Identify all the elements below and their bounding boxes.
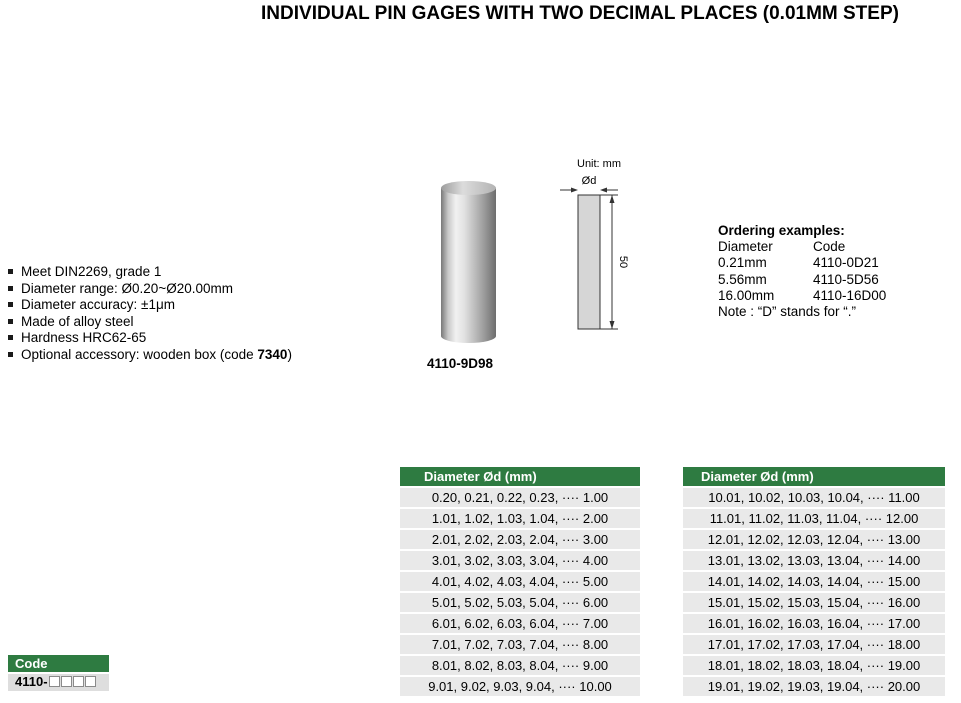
length-dimension-label: 50 [617,255,629,269]
feature-text: Diameter range: Ø0.20~Ø20.00mm [21,280,233,296]
bullet-square-icon [8,286,13,291]
ordering-diameter: 16.00mm [718,287,775,303]
table-header: Diameter Ød (mm) [683,467,945,486]
table-row: 9.01, 9.02, 9.03, 9.04, ···· 10.00 [400,677,640,696]
table-row: 7.01, 7.02, 7.03, 7.04, ···· 8.00 [400,635,640,654]
code-placeholder-box [73,676,84,687]
product-model-label: 4110-9D98 [427,356,494,371]
table-row: 2.01, 2.02, 2.03, 2.04, ···· 3.00 [400,530,640,549]
feature-text: Made of alloy steel [21,313,134,329]
list-item [8,297,292,314]
list-item [8,347,292,364]
pin-gage-image [441,181,496,344]
list-item [8,281,292,298]
dimension-arrow [610,321,615,329]
table-row: 8.01, 8.02, 8.03, 8.04, ···· 9.00 [400,656,640,675]
list-item [8,314,292,331]
diameter-table-1 [400,467,640,698]
code-placeholder-box [61,676,72,687]
feature-text: Optional accessory: wooden box (code [21,346,258,362]
table-row: 6.01, 6.02, 6.03, 6.04, ···· 7.00 [400,614,640,633]
table-row: 14.01, 14.02, 14.03, 14.04, ···· 15.00 [683,572,945,591]
table-row: 12.01, 12.02, 12.03, 12.04, ···· 13.00 [683,530,945,549]
bullet-square-icon [8,269,13,274]
code-prefix: 4110- [15,674,48,689]
feature-text: ) [287,346,292,362]
bullet-square-icon [8,335,13,340]
code-block-value [8,674,109,691]
ordering-diameter: 5.56mm [718,271,767,287]
feature-text: Meet DIN2269, grade 1 [21,264,162,279]
table-row: 19.01, 19.02, 19.03, 19.04, ···· 20.00 [683,677,945,696]
ordering-row [718,272,886,288]
pin-gage-top-face [441,181,496,195]
table-row: 18.01, 18.02, 18.03, 18.04, ···· 19.00 [683,656,945,675]
ordering-row [718,255,886,271]
table-row: 13.01, 13.02, 13.03, 13.04, ···· 14.00 [683,551,945,570]
table-row: 0.20, 0.21, 0.22, 0.23, ···· 1.00 [400,488,640,507]
diameter-dimension-label: Ød [581,175,597,187]
ordering-col-code: Code [813,239,846,255]
table-header: Diameter Ød (mm) [400,467,640,486]
table-row: 17.01, 17.02, 17.03, 17.04, ···· 18.00 [683,635,945,654]
page-title: INDIVIDUAL PIN GAGES WITH TWO DECIMAL PLACES (0.01MM STEP) [261,3,899,24]
ordering-col-diameter: Diameter [718,239,773,255]
bullet-square-icon [8,302,13,307]
bullet-square-icon [8,352,13,357]
pin-outline-rect [578,195,600,329]
ordering-code: 4110-5D56 [813,271,879,287]
pin-drawing-svg [552,170,662,346]
table-row: 1.01, 1.02, 1.03, 1.04, ···· 2.00 [400,509,640,528]
list-item [8,330,292,347]
feature-text: Hardness HRC62-65 [21,330,147,345]
dimension-arrow [610,195,615,203]
pin-gage-body [441,188,496,343]
ordering-examples [718,223,886,320]
table-row: 3.01, 3.02, 3.03, 3.04, ···· 4.00 [400,551,640,570]
ordering-diameter: 0.21mm [718,255,767,271]
bullet-square-icon [8,319,13,324]
code-block-header: Code [8,655,109,672]
ordering-column-headers [718,239,886,255]
ordering-code: 4110-0D21 [813,255,879,271]
ordering-note: Note : “D” stands for “.” [718,304,857,320]
diameter-table-2 [683,467,945,698]
feature-text: Diameter accuracy: ±1μm [21,297,175,312]
code-placeholder-box [85,676,96,687]
table-row: 5.01, 5.02, 5.03, 5.04, ···· 6.00 [400,593,640,612]
list-item [8,264,292,281]
dimension-arrow [600,188,607,193]
unit-label: Unit: mm [577,158,621,170]
ordering-heading: Ordering examples: [718,223,845,238]
table-row: 15.01, 15.02, 15.03, 15.04, ···· 16.00 [683,593,945,612]
table-row: 4.01, 4.02, 4.03, 4.04, ···· 5.00 [400,572,640,591]
table-row: 10.01, 10.02, 10.03, 10.04, ···· 11.00 [683,488,945,507]
table-row: 11.01, 11.02, 11.03, 11.04, ···· 12.00 [683,509,945,528]
feature-list [8,264,292,363]
code-placeholder-box [49,676,60,687]
ordering-row [718,288,886,304]
technical-drawing [552,158,662,348]
ordering-code: 4110-16D00 [813,287,887,303]
table-row: 16.01, 16.02, 16.03, 16.04, ···· 17.00 [683,614,945,633]
dimension-arrow [571,188,578,193]
accessory-code: 7340 [257,346,288,362]
